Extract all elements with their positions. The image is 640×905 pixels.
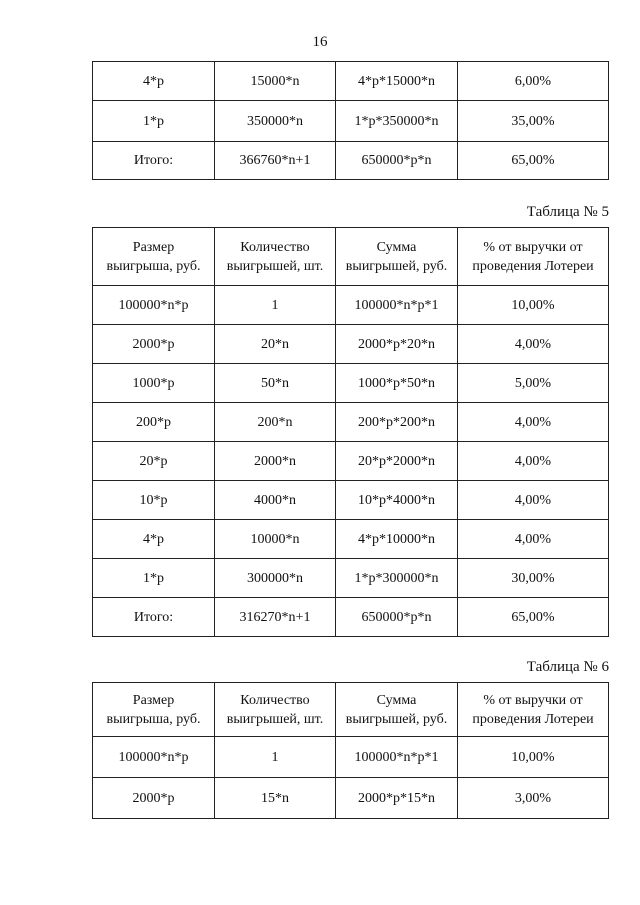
cell-prize-sum: 1000*p*50*n xyxy=(336,364,458,403)
cell-prize-count: 15*n xyxy=(215,778,336,819)
cell-prize-count: 2000*n xyxy=(215,442,336,481)
table-header-row xyxy=(93,228,609,286)
cell-revenue-percent: 4,00% xyxy=(458,520,609,559)
header-revenue-percent: % от выручки от проведения Лотереи xyxy=(458,683,609,737)
cell-revenue-percent: 4,00% xyxy=(458,481,609,520)
cell-total-label: Итого: xyxy=(93,598,215,637)
header-prize-sum: Сумма выигрышей, руб. xyxy=(336,228,458,286)
prize-table-5 xyxy=(92,227,609,637)
cell-prize-size: 200*p xyxy=(93,403,215,442)
table-row xyxy=(93,737,609,778)
cell-prize-sum: 650000*p*n xyxy=(336,598,458,637)
header-prize-count: Количество выигрышей, шт. xyxy=(215,228,336,286)
table-row xyxy=(93,62,609,101)
prize-table-continued xyxy=(92,61,609,180)
cell-prize-count: 1 xyxy=(215,286,336,325)
cell-prize-count: 15000*n xyxy=(215,62,336,101)
cell-prize-size: 2000*p xyxy=(93,325,215,364)
header-prize-sum: Сумма выигрышей, руб. xyxy=(336,683,458,737)
cell-prize-size: 1*p xyxy=(93,559,215,598)
cell-prize-size: 1000*p xyxy=(93,364,215,403)
cell-prize-count: 366760*n+1 xyxy=(215,142,336,180)
table-row xyxy=(93,520,609,559)
table5-caption: Таблица № 5 xyxy=(526,204,609,220)
table-row xyxy=(93,481,609,520)
header-prize-size: Размер выигрыша, руб. xyxy=(93,228,215,286)
table6-body xyxy=(93,683,609,819)
cell-revenue-percent: 4,00% xyxy=(458,442,609,481)
table-row xyxy=(93,286,609,325)
cell-prize-size: 1*p xyxy=(93,101,215,142)
cell-prize-size: 20*p xyxy=(93,442,215,481)
table-row xyxy=(93,364,609,403)
cell-prize-size: 100000*n*p xyxy=(93,737,215,778)
table-row xyxy=(93,325,609,364)
table-row xyxy=(93,778,609,819)
header-prize-size: Размер выигрыша, руб. xyxy=(93,683,215,737)
cell-revenue-percent: 5,00% xyxy=(458,364,609,403)
cell-total-label: Итого: xyxy=(93,142,215,180)
cell-prize-count: 1 xyxy=(215,737,336,778)
table5-body xyxy=(93,228,609,637)
cell-prize-size: 2000*p xyxy=(93,778,215,819)
cell-prize-size: 4*p xyxy=(93,520,215,559)
cell-revenue-percent: 6,00% xyxy=(458,62,609,101)
table-row xyxy=(93,559,609,598)
cell-prize-count: 20*n xyxy=(215,325,336,364)
cell-prize-sum: 100000*n*p*1 xyxy=(336,286,458,325)
cell-revenue-percent: 3,00% xyxy=(458,778,609,819)
cell-prize-sum: 200*p*200*n xyxy=(336,403,458,442)
cell-prize-size: 100000*n*p xyxy=(93,286,215,325)
table-row-total xyxy=(93,598,609,637)
cell-prize-count: 50*n xyxy=(215,364,336,403)
cell-prize-count: 4000*n xyxy=(215,481,336,520)
cell-prize-sum: 20*p*2000*n xyxy=(336,442,458,481)
cell-revenue-percent: 4,00% xyxy=(458,325,609,364)
header-prize-count: Количество выигрышей, шт. xyxy=(215,683,336,737)
cell-revenue-percent: 65,00% xyxy=(458,142,609,180)
cell-prize-sum: 4*p*10000*n xyxy=(336,520,458,559)
cell-revenue-percent: 65,00% xyxy=(458,598,609,637)
cell-prize-count: 200*n xyxy=(215,403,336,442)
table6-caption: Таблица № 6 xyxy=(526,659,609,675)
cell-prize-count: 300000*n xyxy=(215,559,336,598)
cell-revenue-percent: 30,00% xyxy=(458,559,609,598)
cell-revenue-percent: 10,00% xyxy=(458,737,609,778)
page-number: 16 xyxy=(312,34,328,50)
table-row xyxy=(93,442,609,481)
top-table-body xyxy=(93,62,609,180)
cell-revenue-percent: 35,00% xyxy=(458,101,609,142)
table-row xyxy=(93,101,609,142)
cell-prize-size: 10*p xyxy=(93,481,215,520)
table-row xyxy=(93,403,609,442)
cell-prize-sum: 1*p*300000*n xyxy=(336,559,458,598)
cell-prize-count: 350000*n xyxy=(215,101,336,142)
cell-prize-sum: 10*p*4000*n xyxy=(336,481,458,520)
cell-prize-sum: 2000*p*20*n xyxy=(336,325,458,364)
table-row-total xyxy=(93,142,609,180)
prize-table-6 xyxy=(92,682,609,819)
table-header-row xyxy=(93,683,609,737)
cell-prize-sum: 4*p*15000*n xyxy=(336,62,458,101)
cell-prize-sum: 2000*p*15*n xyxy=(336,778,458,819)
cell-prize-size: 4*p xyxy=(93,62,215,101)
cell-prize-count: 316270*n+1 xyxy=(215,598,336,637)
cell-prize-sum: 100000*n*p*1 xyxy=(336,737,458,778)
cell-prize-sum: 1*p*350000*n xyxy=(336,101,458,142)
cell-revenue-percent: 10,00% xyxy=(458,286,609,325)
cell-prize-sum: 650000*p*n xyxy=(336,142,458,180)
cell-prize-count: 10000*n xyxy=(215,520,336,559)
header-revenue-percent: % от выручки от проведения Лотереи xyxy=(458,228,609,286)
cell-revenue-percent: 4,00% xyxy=(458,403,609,442)
